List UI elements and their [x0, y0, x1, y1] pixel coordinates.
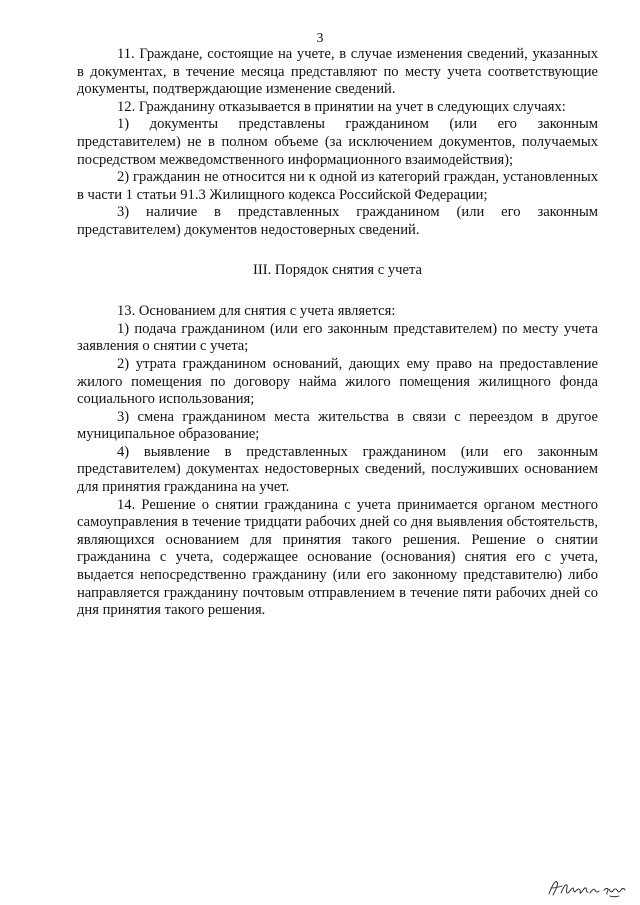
page-number: 3: [316, 31, 324, 46]
paragraph-13-item-4: 4) выявление в представленных гражданином (или его законным представителем) документах недостоверных сведений, послуживших основанием для принятия гражданина на учет.: [77, 443, 598, 496]
paragraph-13: 13. Основанием для снятия с учета является:: [117, 303, 396, 320]
paragraph-14: 14. Решение о снятии гражданина с учета принимается органом местного самоуправления в течение тридцати рабочих дней со дня выявления обстоятельств, являющихся основанием для принятия такого решения. Решение о снятии гражданина с учета, содержащее основание (основания) снятия его с учета, выдается непосредственно гражданину (или его законному представителю) либо направляется гражданину почтовым отправлением в течение пяти рабочих дней со дня принятия такого решения.: [77, 496, 598, 619]
paragraph-12-item-3: 3) наличие в представленных гражданином (или его законным представителем) документов недостоверных сведений.: [77, 204, 598, 238]
paragraph-12: 12. Гражданину отказывается в принятии на учет в следующих случаях:: [117, 98, 566, 115]
section-heading: III. Порядок снятия с учета: [252, 261, 422, 278]
paragraph-12-item-1: 1) документы представлены гражданином (или его законным представителем) не в полном объеме (за исключением документов, получаемых посредством межведомственного информационного взаимодействия);: [77, 116, 598, 168]
paragraph-13-item-2: 2) утрата гражданином оснований, дающих ему право на предоставление жилого помещения по договору найма жилого помещения жилищного фонда социального использования;: [77, 355, 598, 408]
paragraph-13-item-1: 1) подача гражданином (или его законным представителем) по месту учета заявления о снятии с учета;: [77, 320, 598, 355]
paragraph-11: 11. Граждане, состоящие на учете, в случае изменения сведений, указанных в документах, в течение месяца представляют по месту учета соответствующие документы, подтверждающие изменение сведений.: [77, 46, 598, 98]
document-body: [77, 46, 598, 620]
paragraph-13-item-3: 3) смена гражданином места жительства в связи с переездом в другое муниципальное образование;: [77, 408, 598, 443]
paragraph-12-item-2: 2) гражданин не относится ни к одной из категорий граждан, установленных в части 1 статьи 91.3 Жилищного кодекса Российской Федерации;: [77, 169, 598, 203]
handwritten-signature: [546, 876, 630, 900]
